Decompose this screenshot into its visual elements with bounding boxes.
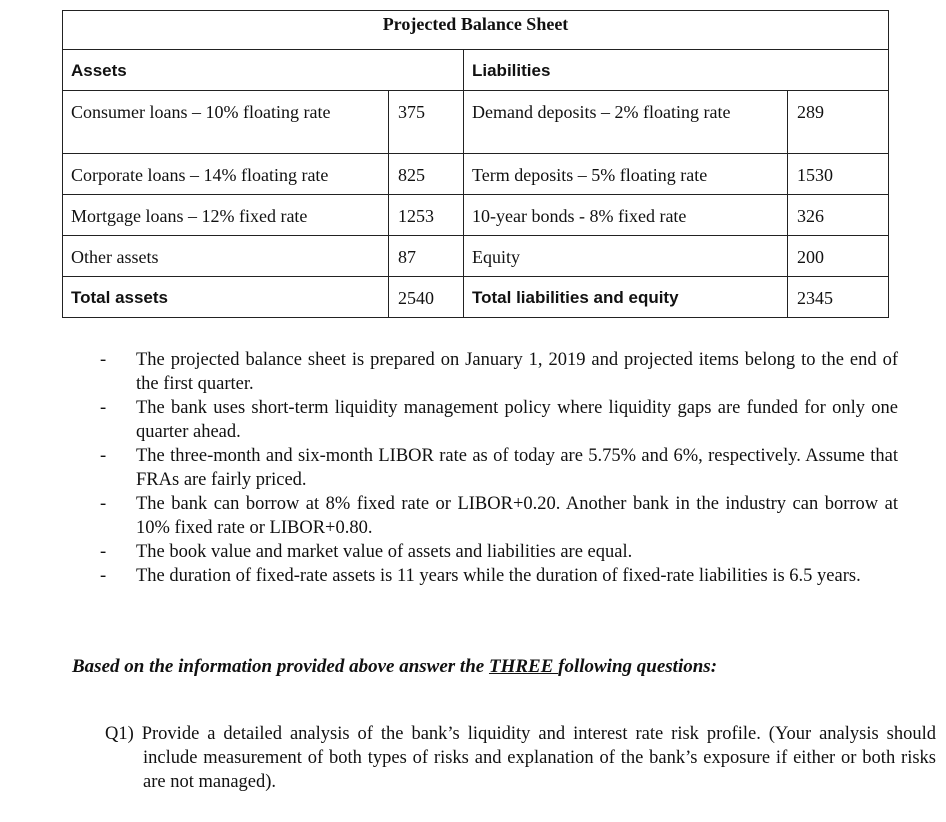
bullet-dash: - [100,398,107,418]
asset-value: 375 [389,91,464,154]
list-item: - The duration of fixed-rate assets is 11 years while the duration of fixed-rate liabilities is 6.5 years. [100,566,861,586]
table-header-row [63,50,889,91]
assets-header: Assets [63,50,464,91]
asset-label: Other assets [63,236,389,277]
table-total-row [63,277,889,318]
list-item: - The bank can borrow at 8% fixed rate or LIBOR+0.20. Another bank in the industry can borrow at 10% fixed rate or LIBOR+0.80. [100,494,898,538]
table-row [63,91,889,154]
list-item: - The three-month and six-month LIBOR rate as of today are 5.75% and 6%, respectively. Assume that FRAs are fairly priced. [100,446,898,490]
asset-value: 825 [389,154,464,195]
asset-value: 1253 [389,195,464,236]
list-item: - The book value and market value of assets and liabilities are equal. [100,542,633,562]
total-liabilities-label: Total liabilities and equity [464,277,788,318]
bullet-dash: - [100,566,107,586]
table-row [63,195,889,236]
question-1: Q1) Provide a detailed analysis of the bank’s liquidity and interest rate risk profile. (Your analysis should include measurement of both types of risks and explanation of the bank’s exposure if either or both risks are not managed). [105,724,936,792]
liability-label: Demand deposits – 2% floating rate [464,91,788,154]
asset-value: 87 [389,236,464,277]
asset-label: Mortgage loans – 12% fixed rate [63,195,389,236]
liabilities-header: Liabilities [464,50,889,91]
liability-label: 10-year bonds - 8% fixed rate [464,195,788,236]
bullet-dash: - [100,446,107,466]
table-title: Projected Balance Sheet [63,11,889,50]
table-row [63,154,889,195]
liability-label: Term deposits – 5% floating rate [464,154,788,195]
bullet-dash: - [100,350,107,370]
asset-label: Consumer loans – 10% floating rate [63,91,389,154]
assumptions-list [100,348,898,588]
liability-label: Equity [464,236,788,277]
liability-value: 1530 [788,154,889,195]
bullet-dash: - [100,542,107,562]
liability-value: 289 [788,91,889,154]
instruction-heading: Based on the information provided above answer the THREE following questions: [72,656,718,677]
bullet-dash: - [100,494,107,514]
total-liabilities-value: 2345 [788,277,889,318]
list-item: - The projected balance sheet is prepared on January 1, 2019 and projected items belong to the end of the first quarter. [100,350,898,394]
table-row [63,236,889,277]
table-title-row [63,11,889,50]
list-item: - The bank uses short-term liquidity management policy where liquidity gaps are funded for only one quarter ahead. [100,398,898,442]
liability-value: 200 [788,236,889,277]
liability-value: 326 [788,195,889,236]
total-assets-value: 2540 [389,277,464,318]
balance-sheet-table [62,10,889,318]
asset-label: Corporate loans – 14% floating rate [63,154,389,195]
total-assets-label: Total assets [63,277,389,318]
